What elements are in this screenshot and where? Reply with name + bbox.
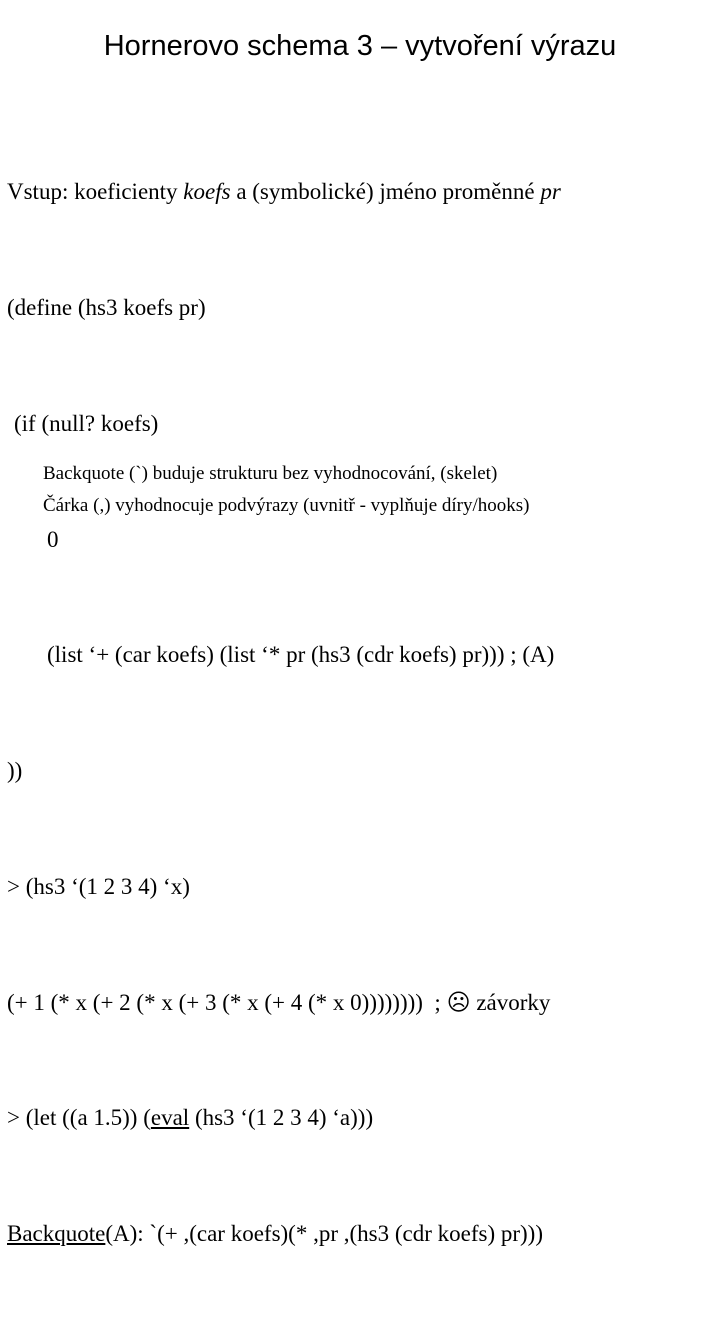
backquote-expression: (A): `(+ ,(car koefs)(* ,pr ,(hs3 (cdr koefs) pr))) (105, 1221, 543, 1247)
code-if-line: (if (null? koefs) (14, 410, 159, 436)
backquote-link[interactable]: Backquote (7, 1221, 106, 1247)
input-description-line (7, 173, 715, 212)
backquote-line (7, 1215, 715, 1254)
result-expression: (+ 1 (* x (+ 2 (* x (+ 3 (* x (+ 4 (* x 0)))))))) ; (7, 989, 447, 1015)
note-comma: Čárka (,) vyhodnocuje podvýrazy (uvnitř - vyplňuje díry/hooks) (43, 495, 530, 516)
code-list-line: (list ‘+ (car koefs) (list ‘* pr (hs3 (cdr koefs) pr))) ; (A) (47, 642, 555, 668)
zavorky-text: závorky (470, 989, 551, 1015)
repl-result-line (7, 984, 715, 1023)
eval-link[interactable]: eval (150, 1105, 190, 1131)
input-middle-text: a (symbolické) jméno proměnné (230, 179, 541, 205)
slide-body (7, 96, 715, 1331)
note-backquote: Backquote (`) buduje strukturu bez vyhodnocování, (skelet) (43, 463, 498, 484)
eval-suffix: (hs3 ‘(1 2 3 4) ‘a))) (189, 1105, 374, 1131)
slide-title: Hornerovo schema 3 – vytvoření výrazu (103, 30, 617, 62)
input-label: Vstup: koeficienty (7, 179, 184, 205)
code-define-line: (define (hs3 koefs pr) (7, 294, 206, 320)
code-zero-line: 0 (47, 526, 59, 552)
repl-call-line: > (hs3 ‘(1 2 3 4) ‘x) (7, 873, 190, 899)
frown-face-icon: ☹ (446, 989, 471, 1015)
repl-eval-line (7, 1099, 715, 1138)
eval-prefix: > (let ((a 1.5)) ( (7, 1105, 151, 1131)
koefs-term: koefs (183, 179, 231, 205)
pr-term: pr (540, 179, 561, 205)
code-close-parens-line: )) (7, 758, 23, 784)
